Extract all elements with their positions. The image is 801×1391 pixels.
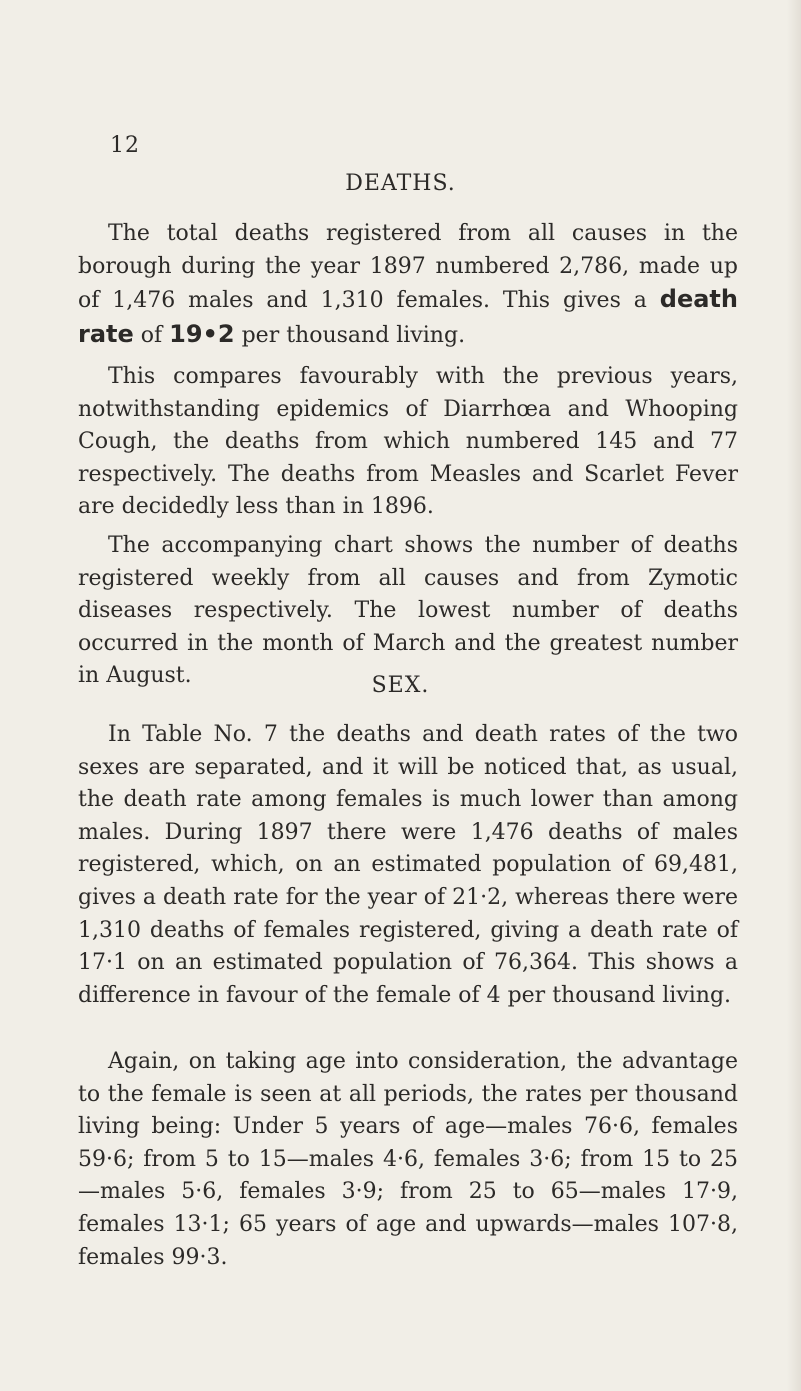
- deaths-p1-text-b: of: [133, 322, 170, 348]
- death-rate-value: 19•2: [169, 319, 235, 348]
- deaths-p1-text-a: The total deaths registered from all causes in the borough during the year 1897 numbered 2,786, made up of 1,476 males and 1,310 females. This gives a: [78, 221, 738, 314]
- sex-paragraph-2: Again, on taking age into consideration, the advantage to the female is seen at all periods, the rates per thousand living being: Under 5 years of age—males 76·6, females 59·6; from 5 to 15—males 4·6, females 3·6; from 15 to 25—males 5·6, females 3·9; from 25 to 65—males 17·9, females 13·1; 65 years of age and upwards—males 107·8, females 99·3.: [78, 1049, 738, 1270]
- page-edge-shadow: [787, 0, 801, 1391]
- page-number: 12: [110, 133, 140, 158]
- deaths-paragraph-3: The accompanying chart shows the number of deaths registered weekly from all causes and from Zymotic diseases respectively. The lowest number of deaths occurred in the month of March and the greatest number in August.: [78, 533, 738, 689]
- deaths-p1-text-c: per thousand living.: [234, 322, 466, 348]
- sex-paragraph-1: In Table No. 7 the deaths and death rates of the two sexes are separated, and it will be noticed that, as usual, the death rate among females is much lower than among males. During 1897 there were 1,476 deaths of males registered, which, on an estimated population of 69,481, gives a death rate for the year of 21·2, whereas there were 1,310 deaths of females registered, giving a death rate of 17·1 on an estimated population of 76,364. This shows a difference in favour of the female of 4 per thousand living.: [78, 722, 738, 1008]
- deaths-paragraph-1: [78, 218, 738, 352]
- deaths-paragraph-2: This compares favourably with the previous years, notwithstanding epidemics of Diarrhœa and Whooping Cough, the deaths from which numbered 145 and 77 respectively. The deaths from Measles and Scarlet Fever are decidedly less than in 1896.: [78, 364, 738, 520]
- deaths-heading: DEATHS.: [345, 171, 456, 196]
- sex-heading: SEX.: [371, 673, 430, 698]
- death-rate-emphasis: death rate: [78, 285, 738, 348]
